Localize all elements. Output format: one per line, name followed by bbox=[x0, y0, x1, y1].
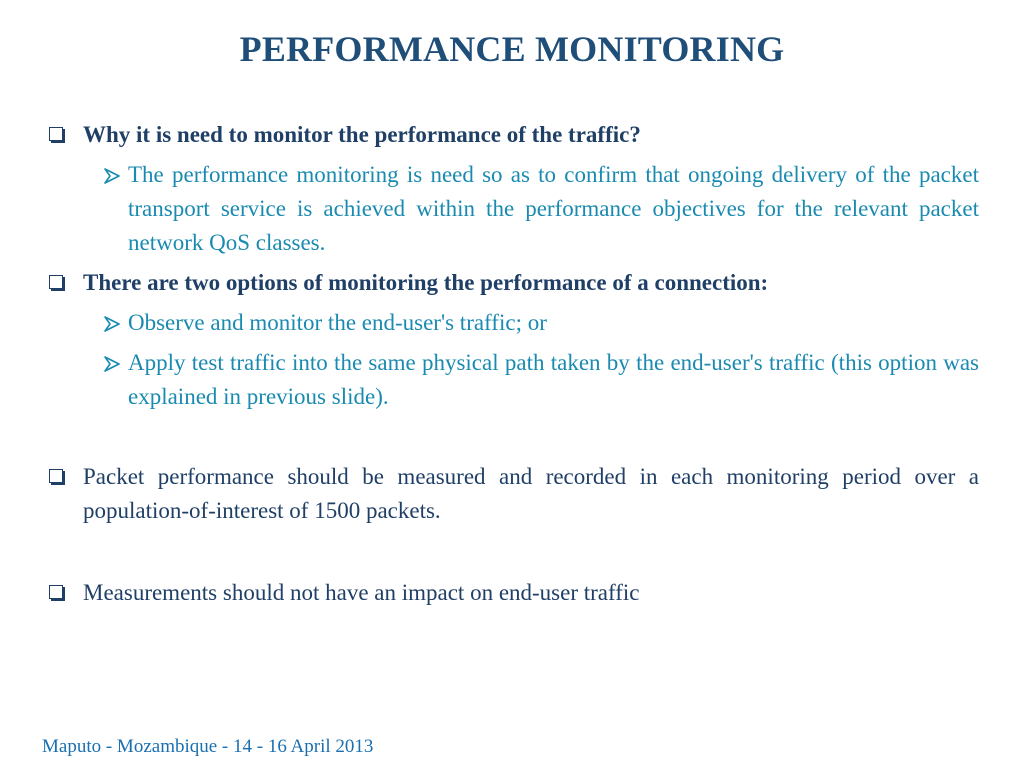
bullet-3-text: Packet performance should be measured and recorded in each monitoring period over a population-of-interest of 1500 packets. bbox=[83, 464, 979, 523]
bullet-2-sub-2 bbox=[102, 346, 979, 414]
bullet-2-sub-1-text: Observe and monitor the end-user's traffic; or bbox=[128, 310, 547, 335]
bullet-2-sub-2-text: Apply test traffic into the same physical path taken by the end-user's traffic (this option was explained in previous slide). bbox=[128, 350, 979, 409]
checkbox-square-icon bbox=[44, 266, 83, 300]
slide-content bbox=[44, 118, 979, 610]
bullet-2 bbox=[44, 266, 979, 300]
bullet-1-sub-1 bbox=[102, 158, 979, 260]
slide-footer: Maputo - Mozambique - 14 - 16 April 2013 bbox=[42, 736, 374, 757]
arrowhead-icon bbox=[102, 306, 128, 340]
bullet-1-sub-1-text: The performance monitoring is need so as to confirm that ongoing delivery of the packet transport service is achieved within the performance objectives for the relevant packet network QoS classes. bbox=[128, 162, 979, 255]
slide-title: PERFORMANCE MONITORING bbox=[239, 29, 785, 69]
bullet-1 bbox=[44, 118, 979, 152]
checkbox-square-icon bbox=[44, 118, 83, 152]
arrowhead-icon bbox=[102, 346, 128, 380]
checkbox-square-icon bbox=[44, 576, 83, 610]
bullet-4 bbox=[44, 576, 979, 610]
bullet-3 bbox=[44, 460, 979, 528]
bullet-2-sub-1 bbox=[102, 306, 979, 340]
bullet-2-text: There are two options of monitoring the performance of a connection: bbox=[83, 270, 769, 295]
arrowhead-icon bbox=[102, 158, 128, 192]
bullet-4-text: Measurements should not have an impact on end-user traffic bbox=[83, 580, 640, 605]
bullet-1-text: Why it is need to monitor the performance of the traffic? bbox=[83, 122, 641, 147]
checkbox-square-icon bbox=[44, 460, 83, 494]
